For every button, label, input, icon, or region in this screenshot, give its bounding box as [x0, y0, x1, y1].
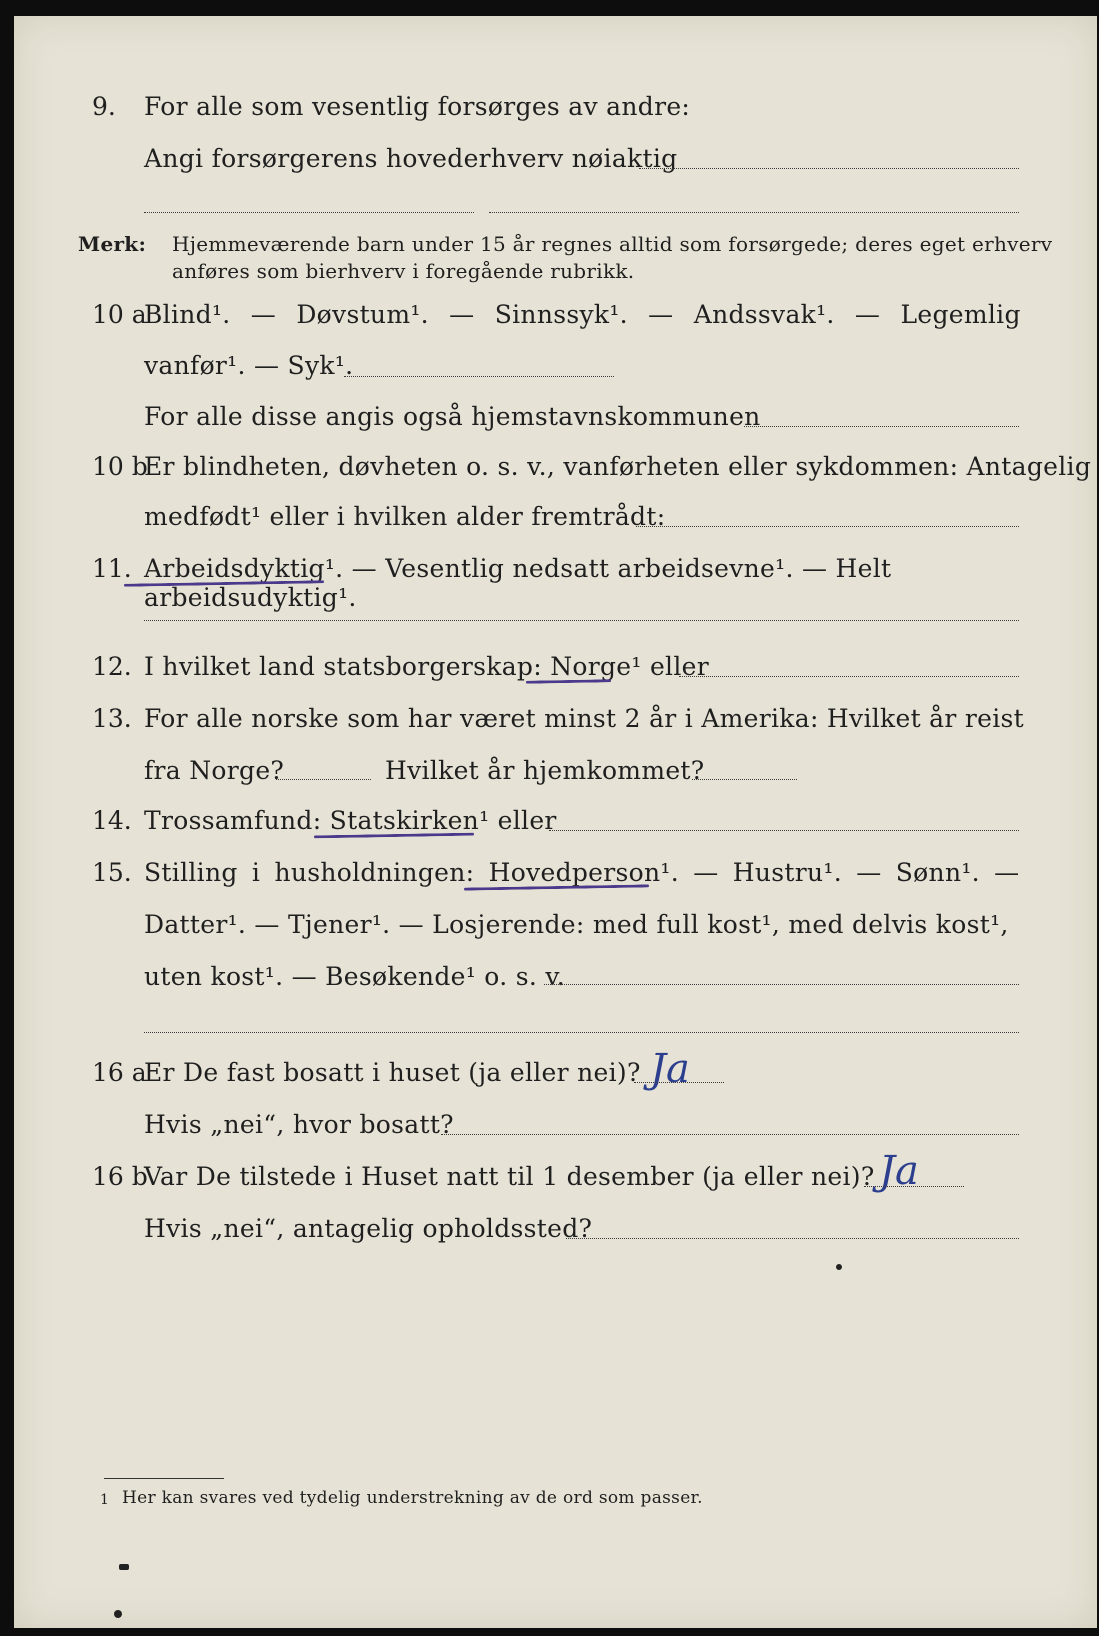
footnote-mark: 1 [100, 1492, 110, 1508]
q16a-handwritten-answer[interactable]: Ja [650, 1046, 690, 1092]
q12-answer-line[interactable] [679, 676, 1019, 677]
q11-number: 11. [92, 554, 132, 583]
q15-number: 15. [92, 858, 132, 887]
q15-answer-line-2[interactable] [144, 1032, 1019, 1033]
q9-text-line2: Angi forsørgerens hovederhverv nøiaktig [144, 144, 678, 173]
q14-answer-line[interactable] [549, 830, 1019, 831]
q16a-answer-line[interactable] [634, 1082, 724, 1083]
q13-return-year-line[interactable] [692, 779, 797, 780]
q10a-number: 10 a [92, 300, 147, 329]
q10a-hometown-line[interactable] [744, 426, 1019, 427]
q10a-line3: For alle disse angis også hjemstavnskommunen [144, 402, 761, 431]
q13-line1: For alle norske som har været minst 2 år i Amerika: Hvilket år reist [144, 704, 1025, 733]
q16b-answer-line[interactable] [864, 1186, 964, 1187]
q15-line2: Datter¹. — Tjener¹. — Losjerende: med full kost¹, med delvis kost¹, [144, 910, 1009, 939]
q14-line1: Trossamfund: Statskirken¹ eller [144, 806, 557, 835]
q15-line1: Stilling i husholdningen: Hovedperson¹. — Hustru¹. — Sønn¹. — [144, 858, 1020, 887]
q16a-line2: Hvis „nei“, hvor bosatt? [144, 1110, 454, 1139]
footnote-rule [104, 1478, 224, 1479]
q9-text-line1: For alle som vesentlig forsørges av andre: [144, 92, 691, 121]
q14-number: 14. [92, 806, 132, 835]
q13-line2a: fra Norge? [144, 756, 285, 785]
q12-underline-norge [526, 679, 611, 683]
q16b-handwritten-answer[interactable]: Ja [879, 1148, 919, 1194]
q13-number: 13. [92, 704, 132, 733]
merk-line2: anføres som bierhverv i foregående rubrikk. [172, 259, 635, 283]
q10b-answer-line[interactable] [636, 526, 1019, 527]
q15-line3: uten kost¹. — Besøkende¹ o. s. v. [144, 962, 566, 991]
merk-label: Merk: [78, 232, 147, 256]
ink-dot-mark [836, 1264, 842, 1270]
q11-line1: Arbeidsdyktig¹. — Vesentlig nedsatt arbeidsevne¹. — Helt arbeidsudyktig¹. [144, 554, 892, 612]
q11-answer-line[interactable] [144, 620, 1019, 621]
q16b-number: 16 b [92, 1162, 148, 1191]
q13-departure-year-line[interactable] [276, 779, 371, 780]
q12-number: 12. [92, 652, 132, 681]
q9-answer-line-2a[interactable] [144, 212, 474, 213]
census-form-page [14, 16, 1097, 1628]
q16a-number: 16 a [92, 1058, 147, 1087]
q10b-number: 10 b [92, 452, 148, 481]
q10a-answer-line[interactable] [344, 376, 614, 377]
q16a-residence-line[interactable] [441, 1134, 1019, 1135]
q16b-line1: Var De tilstede i Huset natt til 1 desember (ja eller nei)? [144, 1162, 875, 1191]
q9-answer-line-2b[interactable] [489, 212, 1019, 213]
q9-answer-line[interactable] [639, 168, 1019, 169]
q10b-line2: medfødt¹ eller i hvilken alder fremtrådt: [144, 502, 666, 531]
q16b-line2: Hvis „nei“, antagelig opholdssted? [144, 1214, 593, 1243]
q15-answer-line[interactable] [544, 984, 1019, 985]
q16b-whereabouts-line[interactable] [566, 1238, 1019, 1239]
footnote-text: Her kan svares ved tydelig understrekning av de ord som passer. [122, 1488, 703, 1508]
q12-line1: I hvilket land statsborgerskap: Norge¹ eller [144, 652, 709, 681]
q13-line2b: Hvilket år hjemkommet? [385, 756, 705, 785]
q10a-line2: vanfør¹. — Syk¹. [144, 351, 354, 380]
ink-smudge-mark-2 [114, 1610, 122, 1618]
q16a-line1: Er De fast bosatt i huset (ja eller nei)? [144, 1058, 641, 1087]
q9-number: 9. [92, 92, 116, 121]
ink-smudge-mark [119, 1564, 129, 1570]
merk-line1: Hjemmeværende barn under 15 år regnes alltid som forsørgede; deres eget erhverv [172, 232, 1053, 256]
q10a-line1: Blind¹. — Døvstum¹. — Sinnssyk¹. — Andssvak¹. — Legemlig [144, 300, 1021, 329]
q10b-line1: Er blindheten, døvheten o. s. v., vanførheten eller sykdommen: Antagelig [144, 452, 1092, 481]
